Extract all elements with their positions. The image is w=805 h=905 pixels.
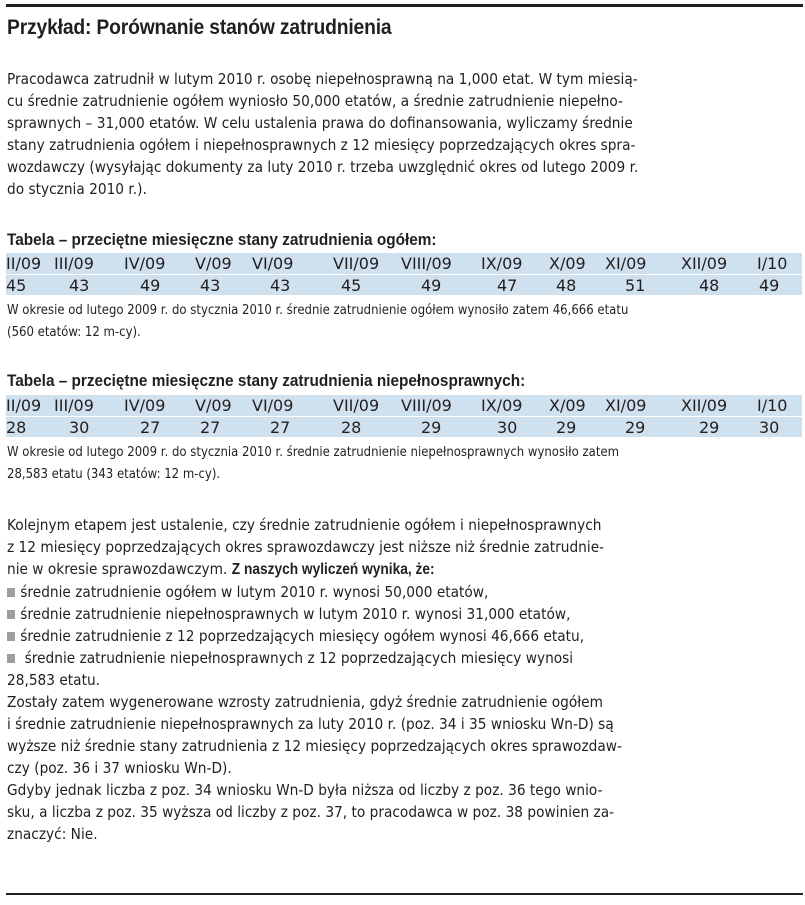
month-header: V/09 — [195, 396, 232, 415]
month-header: XI/09 — [605, 254, 647, 273]
body-line: i średnie zatrudnienie niepełnosprawnych za luty 2010 r. (poz. 34 i 35 wniosku Wn-D) są — [7, 715, 614, 733]
month-header: XII/09 — [681, 396, 728, 415]
body-line: sku, a liczba z poz. 35 wyższa od liczby z poz. 37, to pracodawca w poz. 38 powinien za- — [7, 803, 615, 821]
body-line: wyższe niż średnie stany zatrudnienia z 12 miesięcy poprzedzających okres sprawozdaw- — [7, 737, 622, 755]
value-cell: 43 — [270, 276, 291, 295]
month-header: VII/09 — [333, 396, 380, 415]
page-title: Przykład: Porównanie stanów zatrudnienia — [7, 16, 392, 39]
square-bullet-icon — [7, 632, 15, 641]
month-header: IX/09 — [481, 396, 523, 415]
bullet-continuation: 28,583 etatu. — [7, 671, 101, 689]
value-cell: 29 — [556, 418, 577, 437]
body-line: czy (poz. 36 i 37 wniosku Wn-D). — [7, 759, 232, 777]
square-bullet-icon — [7, 654, 15, 663]
table1-caption: Tabela – przeciętne miesięczne stany zatrudnienia ogółem: — [7, 231, 437, 249]
value-cell: 49 — [759, 276, 780, 295]
bullet-item — [7, 603, 706, 625]
note-line: (560 etatów: 12 m-cy). — [7, 325, 141, 340]
month-header: IV/09 — [124, 396, 166, 415]
value-cell: 51 — [625, 276, 646, 295]
value-cell: 27 — [140, 418, 161, 437]
month-header: VI/09 — [252, 254, 294, 273]
bullet-text: średnie zatrudnienie ogółem w lutym 2010 r. wynosi 50,000 etatów, — [20, 583, 489, 601]
value-cell: 28 — [341, 418, 362, 437]
body-line: znaczyć: Nie. — [7, 825, 98, 843]
value-cell: 43 — [200, 276, 221, 295]
bullet-text: średnie zatrudnienie z 12 poprzedzających miesięcy ogółem wynosi 46,666 etatu, — [20, 627, 585, 645]
body-line: z 12 miesięcy poprzedzających okres sprawozdawczy jest niższe niż średnie zatrudnie- — [7, 538, 605, 556]
value-cell: 43 — [69, 276, 90, 295]
note-line: 28,583 etatu (343 etatów: 12 m-cy). — [7, 467, 221, 482]
month-header: I/10 — [757, 396, 788, 415]
month-header: VIII/09 — [401, 396, 452, 415]
intro-line: wozdawczy (wysyłając dokumenty za luty 2010 r. trzeba uwzględnić okres od lutego 2009 r. — [7, 158, 639, 176]
month-header: III/09 — [54, 254, 94, 273]
value-cell: 49 — [421, 276, 442, 295]
month-header: I/10 — [757, 254, 788, 273]
month-header: X/09 — [549, 396, 586, 415]
value-cell: 30 — [497, 418, 518, 437]
month-header: VI/09 — [252, 396, 294, 415]
table1-note — [7, 300, 628, 344]
intro-line: stany zatrudnienia ogółem i niepełnosprawnych z 12 miesięcy poprzedzających okres spra- — [7, 136, 636, 154]
bullet-text: średnie zatrudnienie niepełnosprawnych z 12 poprzedzających miesięcy wynosi — [20, 649, 574, 667]
body-text — [7, 514, 706, 845]
table2-caption: Tabela – przeciętne miesięczne stany zatrudnienia niepełnosprawnych: — [7, 372, 526, 390]
body-line-text: nie w okresie sprawozdawczym. — [7, 560, 228, 578]
value-cell: 27 — [270, 418, 291, 437]
square-bullet-icon — [7, 610, 15, 619]
month-header: II/09 — [6, 254, 42, 273]
value-cell: 27 — [200, 418, 221, 437]
intro-line: Pracodawca zatrudnił w lutym 2010 r. osobę niepełnosprawną na 1,000 etat. W tym miesią- — [7, 70, 638, 88]
value-cell: 49 — [140, 276, 161, 295]
intro-line: sprawnych – 31,000 etatów. W celu ustalenia prawa do dofinansowania, wyliczamy średnie — [7, 114, 633, 132]
month-header: VII/09 — [333, 254, 380, 273]
body-line — [7, 558, 706, 581]
value-cell: 28 — [6, 418, 27, 437]
top-rule — [6, 4, 803, 7]
table1 — [6, 253, 802, 295]
value-cell: 29 — [699, 418, 720, 437]
value-cell: 47 — [497, 276, 518, 295]
table-separator — [6, 416, 802, 417]
month-header: III/09 — [54, 396, 94, 415]
month-header: II/09 — [6, 396, 42, 415]
month-header: VIII/09 — [401, 254, 452, 273]
month-header: IX/09 — [481, 254, 523, 273]
body-line: Kolejnym etapem jest ustalenie, czy średnie zatrudnienie ogółem i niepełnosprawnych — [7, 516, 602, 534]
value-cell: 48 — [556, 276, 577, 295]
value-cell: 30 — [759, 418, 780, 437]
conclusion-lead: Z naszych wyliczeń wynika, że: — [231, 561, 435, 578]
bullet-text: średnie zatrudnienie niepełnosprawnych w lutym 2010 r. wynosi 31,000 etatów, — [20, 605, 571, 623]
note-line: W okresie od lutego 2009 r. do stycznia 2010 r. średnie zatrudnienie ogółem wynosiło zatem 46,666 etatu — [7, 303, 629, 318]
table2 — [6, 395, 802, 437]
value-cell: 48 — [699, 276, 720, 295]
bullet-item — [7, 581, 706, 603]
square-bullet-icon — [7, 588, 15, 597]
table-separator — [6, 274, 802, 275]
month-header: X/09 — [549, 254, 586, 273]
value-cell: 29 — [421, 418, 442, 437]
value-cell: 29 — [625, 418, 646, 437]
bottom-rule — [6, 893, 803, 895]
month-header: XII/09 — [681, 254, 728, 273]
month-header: IV/09 — [124, 254, 166, 273]
bullet-item — [7, 647, 706, 669]
intro-paragraph — [7, 68, 706, 200]
value-cell: 30 — [69, 418, 90, 437]
month-header: V/09 — [195, 254, 232, 273]
intro-line: cu średnie zatrudnienie ogółem wyniosło 50,000 etatów, a średnie zatrudnienie niepełno- — [7, 92, 623, 110]
intro-line: do stycznia 2010 r.). — [7, 180, 147, 198]
value-cell: 45 — [341, 276, 362, 295]
note-line: W okresie od lutego 2009 r. do stycznia 2010 r. średnie zatrudnienie niepełnosprawnych wynosiło zatem — [7, 445, 620, 460]
table2-note — [7, 442, 619, 486]
value-cell: 45 — [6, 276, 27, 295]
body-line: Gdyby jednak liczba z poz. 34 wniosku Wn-D była niższa od liczby z poz. 36 tego wnio- — [7, 781, 603, 799]
body-line: Zostały zatem wygenerowane wzrosty zatrudnienia, gdyż średnie zatrudnienie ogółem — [7, 693, 603, 711]
bullet-item — [7, 625, 706, 647]
month-header: XI/09 — [605, 396, 647, 415]
